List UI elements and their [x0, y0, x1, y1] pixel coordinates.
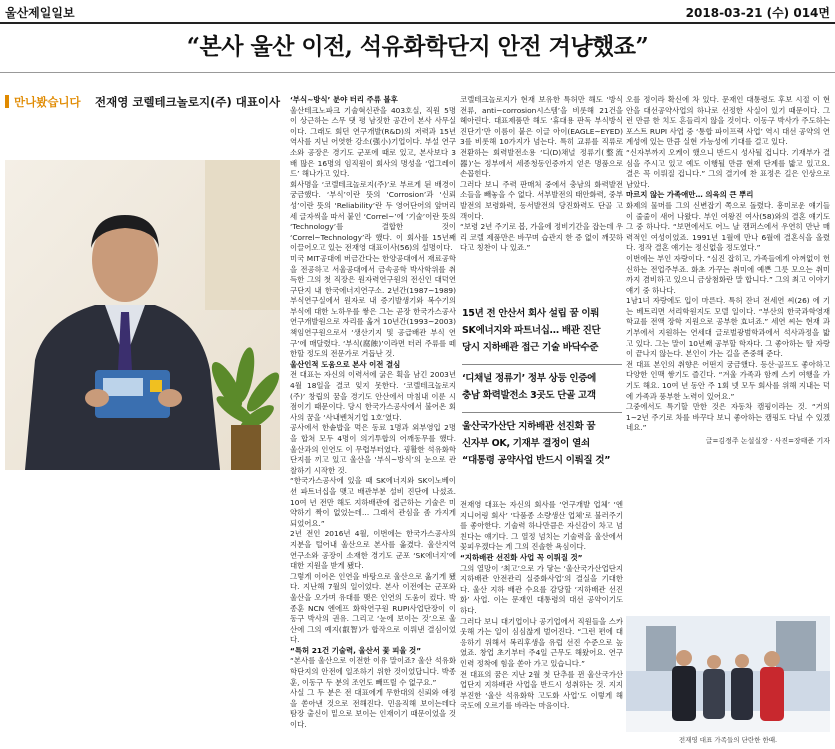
subheading: 마르지 않는 가족애만… 의육의 큰 뿌리	[626, 190, 754, 200]
headline: “본사 울산 이전, 석유화학단지 안전 겨냥했죠”	[186, 33, 649, 60]
paragraph: “보령 2년 주기로 봅, 가을에 정비기간을 잡는데 우리 코렐 제품만은 바꾸며 습관지 한 증 없이 깨끗하다고 칭찬이 나 있죠.”	[460, 222, 623, 253]
article-column-1	[290, 95, 456, 745]
paragraph: “본사를 울산으로 이전한 이유 말이죠? 울산 석유화학단지의 안전에 일조하기 위한 것이었답니다. 박종훈, 이동구 두 분의 조언도 빼뜨릴 수 없구요.”	[290, 656, 456, 687]
masthead	[0, 0, 835, 24]
pull-quote-line: “대통령 공약사업 반드시 이뤄질 것”	[462, 455, 611, 466]
paragraph: “한국가스공사에 있을 때 SK에너지와 SK이노베이션 파트너십을 맺고 배관부분 설비 진단에 나섰죠. 10여 년 전만 해도 지하배관에 접근하는 기술은 미약하기 짝이 없었는데… 그래서 관심을 좀 가지게 되었어요.”	[290, 476, 456, 528]
pull-quote-line: ‘디채널 정류기’ 정부 상등 인증에	[462, 373, 597, 384]
pull-quote-line: 15년 전 안산서 회사 설립 꿈 이뤄	[462, 308, 600, 319]
paragraph: 그러다 보니 대기업이나 공기업에서 직원들을 스카웃해 가는 일이 심심찮게 벌어진다. “그런 편에 대응하기 위해서 복리후생을 유럽 선진 수준으로 높였죠. 창업 초기부터 주4일 근무도 해왔어요. 연구 인력 정착에 힘을 쏟아 가고 있습니다.”	[460, 616, 623, 668]
pull-quote-group	[462, 364, 622, 404]
paragraph: 전 대표는 자신의 이력서에 굵은 획을 남긴 2003년 4월 18일을 결코 잊지 못한다. ‘코렐테크놀로지(주)’ 창립의 꿈을 경기도 안산에서 마침내 이룬 시점이기 때문이다. 당시 한국가스공사에서 불어온 회사의 꿈을 ‘사내벤처기업 1호’였다.	[290, 370, 456, 422]
divider	[0, 72, 835, 73]
issue-date: 2018-03-21 (수) 014면	[685, 6, 830, 20]
family-photo	[626, 616, 830, 732]
subheading: 울산인적 도움으로 본사 이전 결심	[290, 359, 401, 369]
byline: 글=김정주 논설실장 · 사진=장태준 기자	[705, 437, 830, 445]
article-column-2	[460, 95, 623, 295]
subheading: “특허 21건 기술력, 울산서 꽃 피울 것”	[290, 645, 422, 655]
pull-quote-line: 신자부 OK, 기재부 결정이 열쇠	[462, 438, 590, 449]
pull-quote-group	[462, 412, 622, 469]
paragraph: 울산테크노파크 기술혁신관을 403호실, 직원 5명이 상근하는 스무 댓 평 남짓한 공간이 본사 사무실이다. 그래도 회던 연구개발(R&D)의 저력과 15년 역사를 지닌 어엿한 강소(强小)기업이다. 부설 연구소와 공장은 경기도 군포에 때로 있고, 본사보다 3배 많은 16명의 임직원이 회사의 명성을 ‘업그레이드’ 해나가고 있다.	[290, 105, 456, 179]
paragraph: “신자부까지 오케이 했으니 반드시 성사될 겁니다. 기재부가 결심을 주시고 있고 예도 이행될 만큼 현재 단계를 밟고 있고요. 결은 꼭 이뤄질 겁니다.” 그의 결기에 찬 표정은 길은 인상으로 남았다.	[626, 147, 830, 189]
section-header	[5, 94, 285, 110]
pull-quote-line: SK에너지와 파트너십… 배관 진단	[462, 325, 601, 336]
pull-quote-line: 울산국가산단 지하배관 선진화 꿈	[462, 421, 596, 432]
paragraph: 전 대표 본인의 취향은 어떤지 궁금했다. 등산·골프도 좋아하고 다양한 인맥 쌓기도 즐긴다. “겨울 가족과 함께 스키 여행을 가기도 해요. 10여 년 동안 주 1회 넷 모두 회사를 위해 지내는 덕에 가족과 풍부한 노력이 있어요.”	[626, 359, 830, 401]
paragraph: 그의 열망이 ‘최고’으로 가 닿는 ‘울산국가산업단지 지하배관 안전관리 실증화사업’의 결실을 기대한다. 울산 지하 배관 수요를 감당할 ‘지하배관 선진화’ 사업. 이는 문재인 대통령의 대선 공약이기도 하다.	[460, 563, 623, 615]
paragraph: 오를 정이라 확신에 차 있다. 문재인 대통령도 후보 시절 이 현안을 대선공약사업의 하나로 선정한 사실이 있기 때문이다. 그런 만큼 한 치도 흔들리지 않을 것이다. 이동구 박사가 주도하는 포스트 RUPI 사업 중 ‘통합 파이프랙 사업’ 역시 대선 공약의 연계성에 있는 만큼 실현 가능성에 기대를 걸고 있다.	[626, 95, 830, 147]
paragraph: 그렇게 이어온 인연을 바탕으로 울산으로 옮기게 됐다. 지난해 7월의 일이었다. 본사 이전에는 군포와 울산을 오가며 유대를 맺은 인연의 도움이 컸다. 박종훈 NCN 엔에프 화학연구원 RUPI사업단장이 이동구 박사의 권유. 그리고 ‘눈에 보이는 것’으로 울산에 그의 예지(叡智)가 합작으로 이뤄낸 결심이었다.	[290, 571, 456, 645]
paragraph: 2년 전인 2016년 4월, 이번에는 한국가스공사의 지분을 털어내 울산으로 본사를 옮겼다. 울산지역 연구소와 공장이 소재한 경기도 군포 ‘SK에너지’에 대한 지원을 받게 됐다.	[290, 529, 456, 571]
portrait-photo-icon	[5, 160, 280, 470]
subheading: “지하배관 선진화 사업 꼭 이뤄질 것”	[460, 552, 583, 562]
newspaper-name: 울산제일일보	[5, 6, 75, 20]
pull-quote-line: 충남 화력발전소 3곳도 단골 고객	[462, 390, 596, 401]
paragraph: 이번에는 부인 자랑이다. “심진 잡히고, 가족들에게 아껴없이 헌신하는 전업주부죠. 화초 가꾸는 취미에 예쁜 그릇 모으는 취미까지 겸비하고 있으니 금상첨화란 말 합니다.” 그의 최고 이야기 얘기 중 하나다.	[626, 253, 830, 295]
pull-quotes	[462, 300, 622, 477]
paragraph: 사실 그 두 분은 전 대표에게 무한대의 신뢰와 애정을 쏟아낸 것으로 전해진다. 민음직해 보이는데다 탐장 출신이 밑으로 보이는 인재이기 때문이었을 것이다.	[290, 688, 456, 730]
paragraph: 미국 MIT공대에 버금간다는 한양공대에서 재료공학을 전공하고 서울공대에서 금속공학 박사학위를 취득한 그의 첫 직장은 원자력연구원의 전신인 대덕연구단지 내 한국에너지연구소. 2년간(1987~1989) 부식연구실에서 원자로 내 증기발생기와 복수기의 부식에 대한 노하우를 쌓은 그는 곧장 한국가스공사 연구개발원으로 자리를 옮겨 10년간(1993~2003) 책임연구원으로서 ‘생산기지 및 공급배관 부식 연구’에 매달렸다. ‘부식(腐蝕)’이라면 터러 주류를 떼한할 정도의 전문가로 거듭난 것.	[290, 253, 456, 359]
subheading: ‘부식~방식’ 분야 터리 주류 볼후	[290, 95, 398, 104]
paragraph: 회사명을 ‘코렐테크놀로지(주)’로 부르게 된 배경이 궁금했다. ‘부식’이란 뜻의 ‘Corrosion’과 ‘신뢰성’이란 뜻의 ‘Reliability’란 두 영어단어의 앞머리 세 글자씩을 따서 붙인 ‘Correl~’에 ‘기술’이란 뜻의 ‘Technology’를 결합한 것이 ‘Correl~Technology’라 했다. 이 회사를 15년째 이끌어오고 있는 전재영 대표이사(56)의 설명이다.	[290, 179, 456, 253]
paragraph: 1남1녀 자랑에도 입이 마른다. 특허 잔녀 전세연 씨(26) 에 기는 베트리면 서리학원지도 모델 일이다. “부산의 한국과학영재학교를 전액 장학 지원으로 공부한 효녀죠.” 세연 씨는 현재 과기부에서 지원하는 연세대 글로벌광범학과에서 석사과정을 밟고 있다. 그는 말이 10년째 공부할 학자다. 그 좋아하는 딸 자랑이 끝나지 않는다. 본인이 가는 길을 존중해 준다.	[626, 296, 830, 359]
paragraph: 전재영 대표는 자신의 회사를 ‘연구개발 업체’ ‘엔지니어링 회사’ ‘다품종 소량생산 업체’로 불러주기를 좋아한다. 기술력 하나만큼은 자신감이 차고 넘친다는 얘기다. 그 열정 넘치는 기술력을 울산에서 꽃피우겠다는 게 그의 진솔한 욕심이다.	[460, 500, 623, 552]
paragraph: 전 대표의 꿈은 지난 2월 첫 단추를 뀐 울산국가산업단지 지하배관 사업을 반드시 성취하는 것. 지지부진한 ‘울산 석유화학 고도화 사업’도 이렇게 해 국도에 오르기를 바라는 마음이다.	[460, 669, 623, 711]
paragraph: 코렐테크놀로지가 현재 보유한 특허만 해도 ‘방식 전류, anti~corrosion시스템’을 비롯해 21건을 헤아린다. 대표제품만 해도 ‘휴대용 판독 부식방식 진단기’만 이름이 붙은 이글 아이(EAGLE~EYED) 3를 비롯해 10가지가 넘는다. 특히 교류를 직류로 전환하는 회력발전소용 ‘디(D)채널 정류기(整流器)’는 정부에서 세종청동인증까지 얻은 명품으로 손꼽힌다.	[460, 95, 623, 179]
portrait-photo	[5, 160, 280, 470]
section-tag: 만나봤습니다	[14, 95, 81, 109]
article-column-2b	[460, 500, 623, 745]
photo-caption: 전재영 대표 가족들의 단란한 한때.	[678, 736, 778, 744]
interviewee-name: 전재영 코렐테크놀로지(주) 대표이사	[95, 95, 281, 109]
pull-quote-group	[462, 300, 622, 356]
article-column-3	[626, 95, 830, 615]
paragraph: 화제의 물머를 그의 신변잡기 쪽으로 돌렸다. 흥미로운 얘기들이 줄줄이 새어 나왔다. 부인 여왕진 여사(58)와의 결혼 얘기도 그 중 하나다. “보면에서도 어느 날 캠퍼스에서 우연히 만난 매력적인 여성이었죠. 1991년 1월에 만나 6월에 결혼식을 올렸다. 정작 결혼 얘기는 정신없을 정도였다.”	[626, 200, 830, 253]
family-photo-icon	[626, 616, 830, 732]
pull-quote-line: 당시 지하배관 접근 기술 바닥수준	[462, 342, 599, 353]
paragraph: 그러다 보니 주력 판매처 중에서 충남의 화력발전소들을 빼놓을 수 없다. 서부발전의 태안화력, 중부발전의 보령화력, 동서발전의 당진화력도 단골 고객이다.	[460, 179, 623, 221]
section-bar-icon	[5, 95, 9, 108]
paragraph: 공사에서 한솥밥을 먹은 동료 1명과 외부영입 2명을 합쳐 모두 4명이 의기투합의 어깨동무를 했다. 울산과의 인연도 이 무렵부터였다. 굉활한 석유화학단지를 끼고 있고 울산을 ‘부식~방식’의 눈으로 관찰하기 시작한 것.	[290, 423, 456, 475]
paragraph: 그중에서도 특기할 만한 것은 자동차 캠핑이라는 것. “거의 1~2년 주기로 차를 바꾸다 보니 좋아하는 캠핑도 다닐 수 있겠네요.”	[626, 402, 830, 433]
